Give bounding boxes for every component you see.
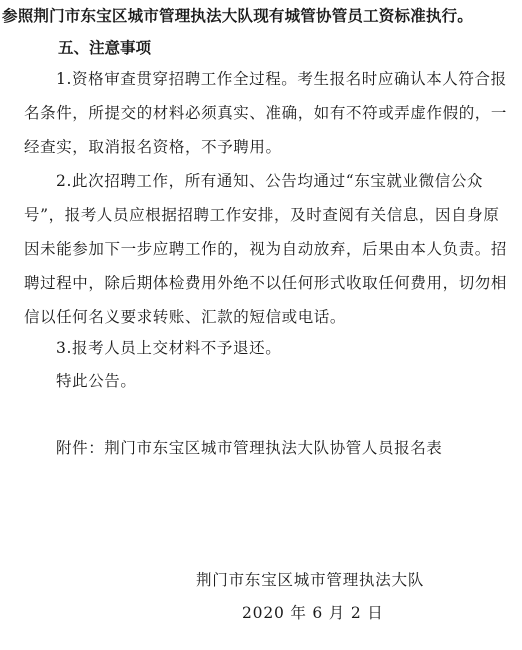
attachment-line: 附件：荆门市东宝区城市管理执法大队协管人员报名表 (56, 439, 443, 457)
closing-statement: 特此公告。 (56, 372, 137, 390)
notice-item-2: 2.此次招聘工作，所有通知、公告均通过“东宝就业微信公众号”，报考人员应根据招聘工作安排，及时查阅有关信息，因自身原因未能参加下一步应聘工作的，视为自动放弃，后果由本人负责。招聘过程中，除后期体检费用外绝不以任何形式收取任何费用，切勿相信以任何名义要求转账、汇款的短信或电话。 (24, 172, 508, 326)
notice-item-1: 1.资格审查贯穿招聘工作全过程。考生报名时应确认本人符合报名条件，所提交的材料必须真实、准确，如有不符或弄虚作假的，一经查实，取消报名资格，不予聘用。 (24, 70, 508, 156)
signature-date: 2020 年 6 月 2 日 (242, 604, 384, 622)
notice-item-3: 3.报考人员上交材料不予退还。 (56, 339, 282, 357)
section-heading: 五、注意事项 (58, 39, 152, 57)
signature-organization: 荆门市东宝区城市管理执法大队 (196, 571, 425, 589)
lead-line: 参照荆门市东宝区城市管理执法大队现有城管协管员工资标准执行。 (2, 7, 474, 25)
